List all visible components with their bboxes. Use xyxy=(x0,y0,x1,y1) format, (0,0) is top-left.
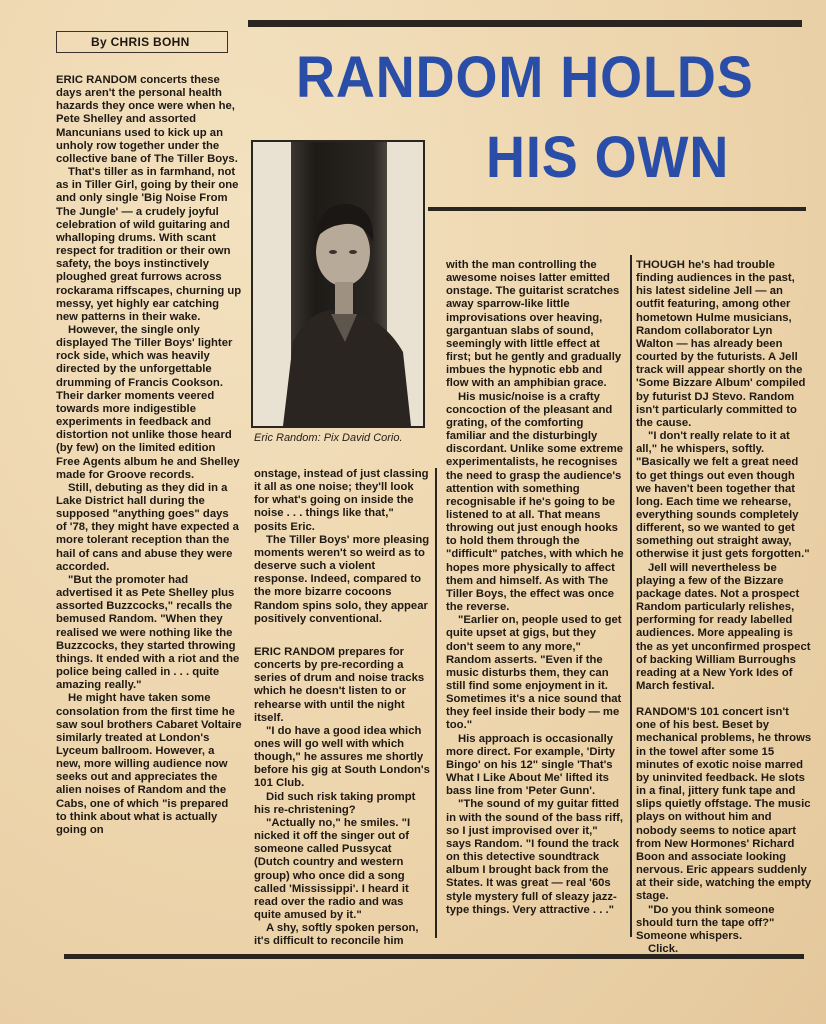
paragraph: RANDOM'S 101 concert isn't one of his best. Beset by mechanical problems, he throws in the towel after some 15 minutes of exotic noise marred by uninvited feedback. He slots in a final, jittery funk tape and slips quietly offstage. The music plays on without him and nobody seems to notice apart from New Hormones' Richard Boon and associate looking nervous. Eric appears suddenly at their side, watching the empty stage. xyxy=(636,706,812,903)
headline-line-2: HIS OWN xyxy=(486,125,730,190)
headline-line-1: RANDOM HOLDS xyxy=(296,45,754,110)
paragraph: Click. xyxy=(648,942,679,955)
paragraph: Still, debuting as they did in a Lake District hall during the supposed "anything goes" days of '78, they might have expected a more tolerant reception than the hail of cans and abuse they were accorded. xyxy=(56,481,239,573)
paragraph: with the man controlling the awesome noises latter emitted onstage. The guitarist scratches away sparrow-like little improvisations over heaving, gargantuan slabs of sound, seemingly with little effect at first; but he gently and gradually imbues the hypnotic ebb and flow with an amphibian grace. xyxy=(446,259,622,390)
column-divider-2 xyxy=(435,468,437,938)
paragraph: His music/noise is a crafty concoction of the pleasant and grating, of the comforting familiar and the disturbingly discordant. Unlike some extreme experimentalists, he recognises the need to grasp the audience's attention with something recognisable if he's going to be listened to at all. That means throwing out just enough hooks to hold them through the "difficult" patches, with which he hopes more physically to affect them and himself. As with The Tiller Boys, the effect was once the reverse. xyxy=(446,390,624,614)
paragraph: ERIC RANDOM concerts these days aren't the personal health hazards they once were when he, Pete Shelley and assorted Mancunians used to kick up an unholy row together under the collective bane of The Tiller Boys. xyxy=(56,74,238,165)
paragraph: However, the single only displayed The Tiller Boys' lighter rock side, which was heavily directed by the unforgettable drumming of Francis Cookson. Their darker moments veered towards more indigestible experiments in feedback and distortion not unlike those heard (by few) on the limited edition Free Agents album he and Shelley made for Groove records. xyxy=(56,323,240,481)
paragraph: "Earlier on, people used to get quite upset at gigs, but they don't seem to any more," Random asserts. "Even if the music disturbs them, they can still find some enjoyment in it. Sometimes it's a nice sound that they feel inside their body — me too." xyxy=(446,614,622,732)
paragraph: "But the promoter had advertised it as Pete Shelley plus assorted Buzzcocks," recalls the bemused Random. "When they realised we were nothing like the Buzzcocks, they started throwing things. It ended with a riot and the police being called in . . . quite amazing really." xyxy=(56,573,240,692)
column-3 xyxy=(446,259,624,917)
paragraph: THOUGH he's had trouble finding audiences in the past, his latest sideline Jell — an outfit featuring, among other hometown Hulme musicians, Random collaborator Lyn Walton — has already been courted by the futurists. A Jell track will appear shortly on the 'Some Bizzare Album' compiled by futurist DJ Stevo. Random isn't particularly committed to the cause. xyxy=(636,259,806,429)
paragraph: ERIC RANDOM prepares for concerts by pre-recording a series of drum and noise tracks which he doesn't listen to or rehearse with until the night itself. xyxy=(254,645,425,724)
paragraph: Did such risk taking prompt his re-christening? xyxy=(254,790,416,816)
paragraph: "Actually no," he smiles. "I nicked it off the singer out of someone called Pussycat (Dutch country and western group) who once did a song called 'Mississippi'. I heard it read over the radio and was quite amused by it." xyxy=(254,816,411,921)
column-2 xyxy=(254,468,430,948)
portrait-image xyxy=(253,142,423,426)
photo-eric-random xyxy=(251,140,425,428)
paragraph: The Tiller Boys' more pleasing moments weren't so weird as to deserve such a violent response. Indeed, compared to the more bizarre cocoons Random spins solo, they appear positively conventional. xyxy=(254,533,430,625)
byline: By CHRIS BOHN xyxy=(56,31,228,53)
paragraph: "Do you think someone should turn the tape off?" Someone whispers. xyxy=(636,903,775,942)
top-rule xyxy=(248,20,802,27)
paragraph: onstage, instead of just classing it all as one noise; they'll look for what's going on inside the noise . . . things like that," posits Eric. xyxy=(254,468,429,533)
paragraph: His approach is occasionally more direct. For example, 'Dirty Bingo' on his 12" single 'That's What I Like About Me' lifted its bass line from 'Peter Gunn'. xyxy=(446,732,616,798)
paragraph: "I do have a good idea which ones will go well with which though," he assures me shortly before his gig at South London's 101 Club. xyxy=(254,724,430,790)
paragraph: That's tiller as in farmhand, not as in Tiller Girl, going by their one and only single 'Big Noise From The Jungle' — a crudely joyful celebration of wild guitaring and whalloping drums. With scant respect for tradition or their own safety, the boys instinctively ploughed great furrows across rockarama riffscapes, churning up messy, yet highly ear catching new patterns in their wake. xyxy=(56,166,242,323)
photo-caption: Eric Random: Pix David Corio. xyxy=(254,432,403,444)
paragraph: A shy, softly spoken person, it's difficult to reconcile him xyxy=(254,922,419,948)
column-divider-3 xyxy=(630,255,632,937)
column-1 xyxy=(56,74,242,837)
headline-underline xyxy=(428,207,806,211)
paragraph: Jell will nevertheless be playing a few of the Bizzare package dates. Not a prospect Random particularly relishes, performing for ready labelled audiences. More appealing is the as yet unconfirmed prospect of backing William Burroughs reading at a New York Ides of March festival. xyxy=(636,561,811,692)
paragraph: He might have taken some consolation from the first time he saw soul brothers Cabaret Voltaire similarly treated at London's Lyceum ballroom. However, a new, more willing audience now seeks out and appreciates the alien noises of Random and the Cabs, one of which "is prepared to think about what is actually going on xyxy=(56,692,242,836)
paragraph: "The sound of my guitar fitted in with the sound of the bass riff, so I just improvised over it," says Random. "I found the track on this detective soundtrack album I brought back from the States. It was great — real '60s style mystery full of sleazy jazz-type things. Very attractive . . ." xyxy=(446,798,623,916)
paragraph: "I don't really relate to it at all," he whispers, softly. "Basically we felt a great need to get things out even though we haven't been together that long. Each time we rehearse, everything sounds completely different, so we wanted to get something out straight away, otherwise it just gets forgotten." xyxy=(636,430,810,561)
column-4 xyxy=(636,259,812,956)
